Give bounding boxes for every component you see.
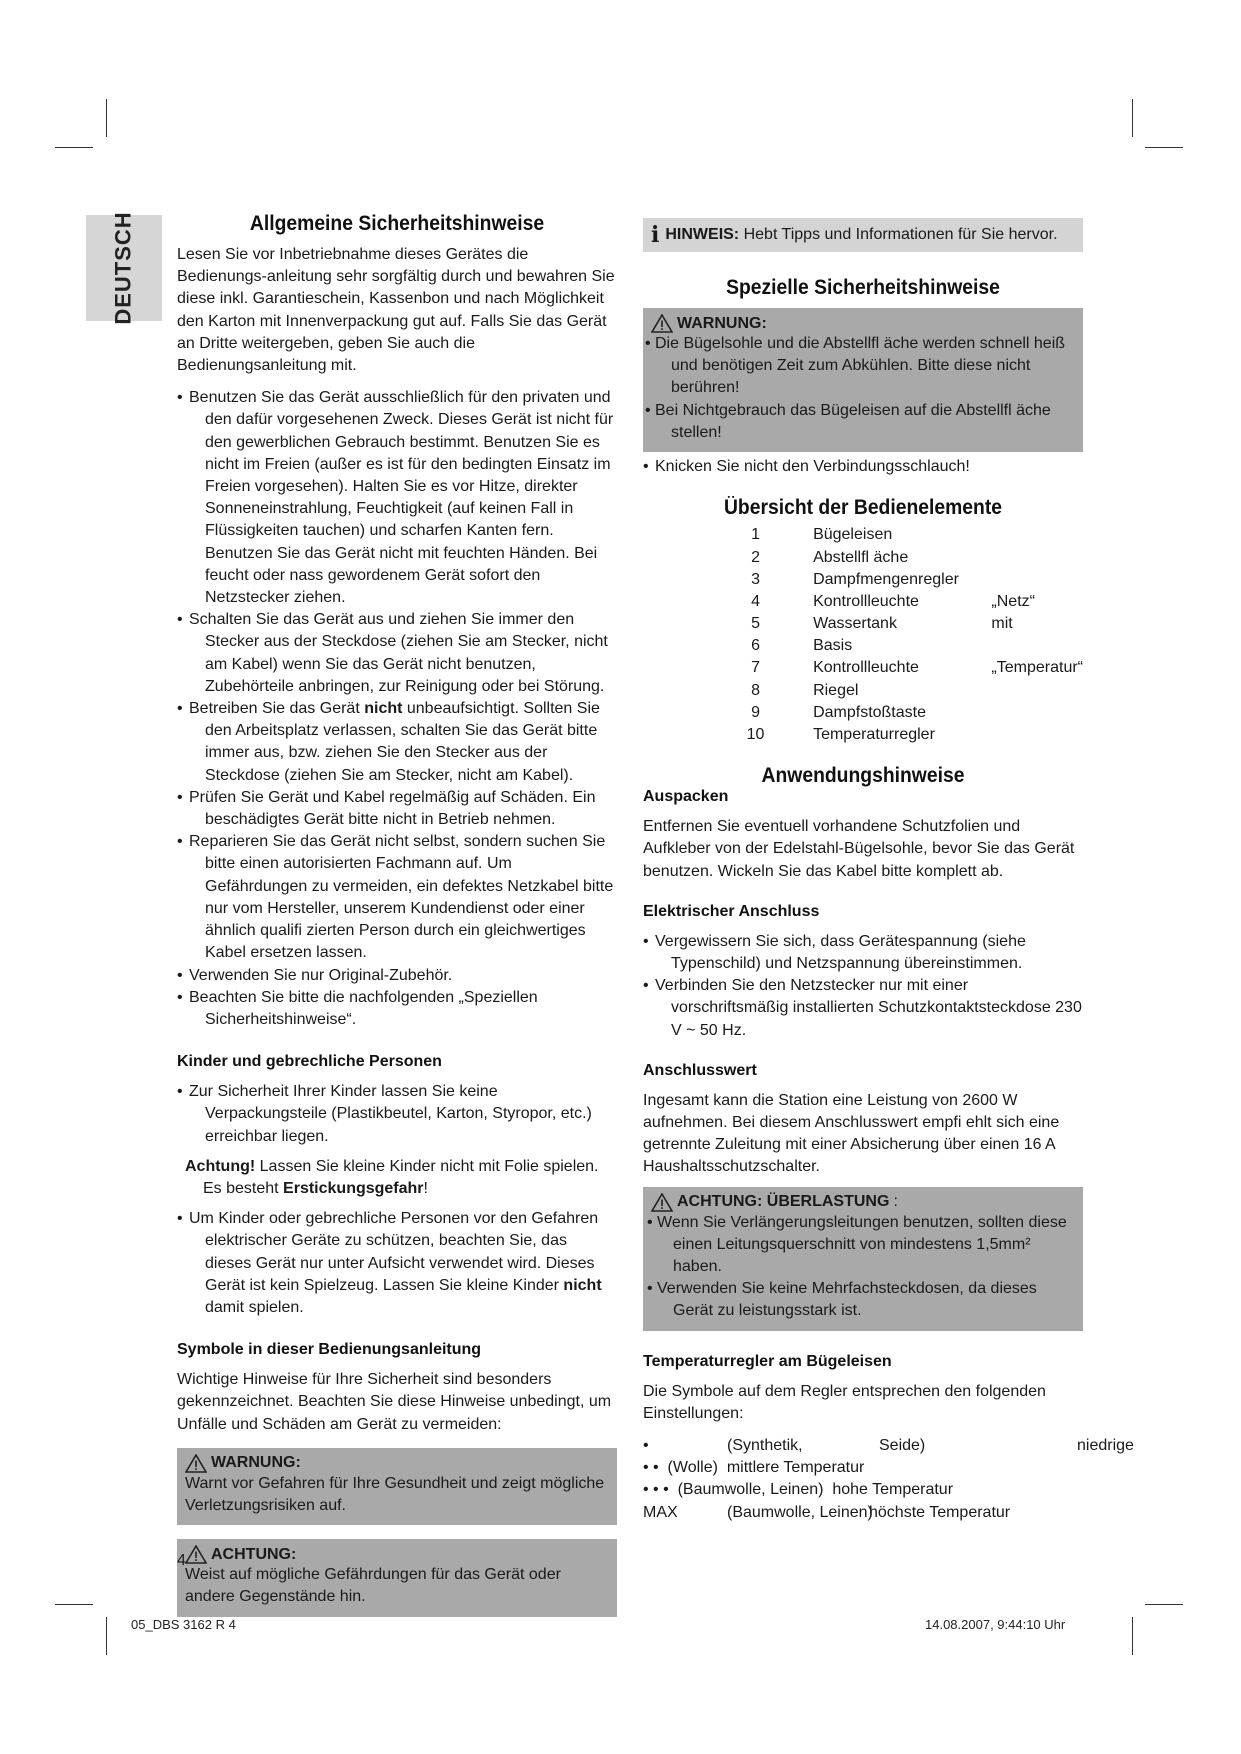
list-item: • Verwenden Sie keine Mehrfachsteckdosen, da dieses Gerät zu leistungsstark ist. bbox=[647, 1278, 1075, 1322]
overview-row bbox=[698, 524, 1083, 546]
symbol-row: • • (Wolle) mittlere Temperatur bbox=[643, 1459, 865, 1477]
left-column bbox=[177, 212, 617, 1617]
list-item: • Benutzen Sie das Gerät ausschließlich für den privaten und den dafür vorgesehenen Zweck. Dieses Gerät ist nicht für den gewerblichen Gebrauch bestimmt. Benutzen Sie es nicht im Freien (außer es ist für den bedingten Einsatz im Freien vorgesehen). Halten Sie es vor Hitze, direkter Sonneneinstrahlung, Feuchtigkeit (auf keinen Fall in Flüssigkeiten tauchen) und scharfen Kanten fern. Benutzen Sie das Gerät nicht mit feuchten Händen. Bei feucht oder nass gewordenem Gerät sofort den Netzstecker ziehen. bbox=[177, 387, 617, 609]
info-icon: i bbox=[651, 222, 660, 248]
footer-file-label: 05_DBS 3162 R 4 bbox=[131, 1617, 236, 1632]
overview-row bbox=[698, 657, 1083, 679]
overview-number: 8 bbox=[751, 681, 760, 699]
section-title-usage: Anwendungshinweise bbox=[761, 764, 965, 788]
overview-extra bbox=[991, 546, 1083, 568]
overview-number: 4 bbox=[751, 592, 760, 610]
overview-label: Temperaturregler bbox=[813, 726, 935, 743]
subheading-symbols: Symbole in dieser Bedienungsanleitung bbox=[177, 1341, 482, 1359]
list-item: • Zur Sicherheit Ihrer Kinder lassen Sie keine Verpackungsteile (Plastikbeutel, Karton, Styropor, etc.) erreichbar liegen. bbox=[177, 1081, 617, 1148]
overview-label: Kontrollleuchte bbox=[813, 592, 919, 610]
children-list bbox=[177, 1081, 617, 1148]
overview-number: 3 bbox=[751, 570, 760, 588]
subheading-unpacking: Auspacken bbox=[643, 788, 729, 806]
warning-box-text: Warnt vor Gefahren für Ihre Gesundheit und zeigt mögliche Verletzungsrisiken auf. bbox=[185, 1474, 605, 1514]
list-item: • Vergewissern Sie sich, dass Gerätespannung (siehe Typenschild) und Netzspannung übereinstimmen. bbox=[643, 931, 1083, 975]
list-item: • Reparieren Sie das Gerät nicht selbst, sondern suchen Sie bitte einen autorisierten Fachmann auf. Um Gefährdungen zu vermeiden, ein defektes Netzkabel bitte nur vom Hersteller, unserem Kundendienst oder einer ähnlich qualifi zierten Person durch ein gleichwertiges Kabel ersetzen lassen. bbox=[177, 831, 617, 964]
caution-box bbox=[177, 1539, 617, 1616]
overview-row bbox=[698, 635, 1083, 657]
special-warning-list bbox=[645, 333, 1075, 444]
symbol-row: MAX (Baumwolle, Leinen) höchste Temperatur bbox=[643, 1503, 1011, 1521]
overview-label: Wassertank bbox=[813, 615, 897, 633]
temperature-paragraph: Die Symbole auf dem Regler entsprechen den folgenden Einstellungen: bbox=[643, 1382, 1046, 1422]
crop-mark bbox=[55, 1604, 93, 1605]
unpacking-paragraph: Entfernen Sie eventuell vorhandene Schutzfolien und Aufkleber von der Edelstahl-Bügelsohle, bevor Sie das Gerät benutzen. Wickeln Sie das Kabel bitte komplett ab. bbox=[643, 818, 1075, 880]
overview-extra bbox=[991, 635, 1083, 657]
overview-label: Bügeleisen bbox=[813, 526, 893, 544]
overview-extra bbox=[991, 702, 1083, 724]
overview-label: Dampfmengenregler bbox=[813, 570, 959, 588]
page-number: 4 bbox=[177, 1552, 186, 1569]
overload-list bbox=[647, 1212, 1075, 1323]
warning-triangle-icon bbox=[185, 1454, 207, 1473]
warning-box-head: WARNUNG: bbox=[185, 1454, 609, 1473]
special-warning-box bbox=[643, 308, 1083, 452]
list-item: • Prüfen Sie Gerät und Kabel regelmäßig auf Schäden. Ein beschädigtes Gerät bitte nicht in Betrieb nehmen. bbox=[177, 787, 617, 831]
warning-triangle-icon bbox=[651, 1193, 673, 1212]
overview-number: 9 bbox=[751, 703, 760, 721]
overview-extra bbox=[991, 680, 1083, 702]
crop-mark bbox=[106, 99, 107, 137]
crop-mark bbox=[1132, 99, 1133, 137]
intro-paragraph: Lesen Sie vor Inbetriebnahme dieses Gerätes die Bedienungs-anleitung sehr sorgfältig durch und bewahren Sie diese inkl. Garantieschein, Kassenbon und nach Möglichkeit den Karton mit Innenverpackung gut auf. Falls Sie das Gerät an Dritte weitergeben, geben Sie auch die Bedienungsanleitung mit. bbox=[177, 246, 615, 375]
controls-overview-table bbox=[698, 524, 1083, 746]
warning-box bbox=[177, 1448, 617, 1525]
overview-extra bbox=[991, 724, 1083, 746]
overload-box bbox=[643, 1187, 1083, 1331]
overview-number: 1 bbox=[751, 526, 760, 544]
overview-extra: mit bbox=[991, 615, 1013, 633]
overview-extra: „Temperatur“ bbox=[991, 659, 1083, 677]
subheading-children: Kinder und gebrechliche Personen bbox=[177, 1053, 442, 1071]
language-tab bbox=[86, 211, 162, 325]
overview-row bbox=[698, 702, 1083, 724]
list-item: • Bei Nichtgebrauch das Bügeleisen auf die Abstellfl äche stellen! bbox=[645, 400, 1075, 444]
hint-box: i HINWEIS: Hebt Tipps und Informationen für Sie hervor. bbox=[643, 218, 1083, 252]
temperature-symbols bbox=[643, 1435, 1134, 1524]
special-warning-head: WARNUNG: bbox=[651, 314, 1075, 333]
crop-mark bbox=[1145, 147, 1183, 148]
overview-row bbox=[698, 680, 1083, 702]
overview-row bbox=[698, 613, 1083, 635]
warning-triangle-icon bbox=[651, 314, 673, 333]
overview-number: 10 bbox=[746, 726, 765, 743]
overview-extra bbox=[991, 569, 1083, 591]
footer-timestamp: 14.08.2007, 9:44:10 Uhr bbox=[925, 1617, 1066, 1632]
power-rating-paragraph: Ingesamt kann die Station eine Leistung von 2600 W aufnehmen. Bei diesem Anschlusswert empfi ehlt sich eine getrennte Zuleitung mit einer Absicherung über einen 16 A Haushaltsschutzschalter. bbox=[643, 1091, 1060, 1176]
warning-triangle-icon bbox=[185, 1545, 207, 1564]
overview-number: 6 bbox=[751, 637, 760, 655]
overview-row bbox=[698, 724, 1083, 746]
list-item: • Die Bügelsohle und die Abstellfl äche werden schnell heiß und benötigen Zeit zum Abkühlen. Bitte diese nicht berühren! bbox=[645, 333, 1075, 400]
language-tab-label: DEUTSCH bbox=[111, 211, 136, 325]
list-item: • Schalten Sie das Gerät aus und ziehen Sie immer den Stecker aus der Steckdose (ziehen Sie am Stecker, nicht am Kabel) wenn Sie das Gerät nicht benutzen, Zubehörteile anbringen, zur Reinigung oder bei Störung. bbox=[177, 609, 617, 698]
list-item: • Betreiben Sie das Gerät nicht unbeaufsichtigt. Sollten Sie den Arbeitsplatz verlassen, schalten Sie das Gerät bitte immer aus, bzw. ziehen Sie den Stecker aus der Steckdose (ziehen Sie am Stecker, nicht am Kabel). bbox=[177, 698, 617, 787]
crop-mark bbox=[1145, 1604, 1183, 1605]
symbols-paragraph: Wichtige Hinweise für Ihre Sicherheit sind besonders gekennzeichnet. Beachten Sie diese Hinweise unbedingt, um Unfälle und Schäden am Gerät zu vermeiden: bbox=[177, 1371, 612, 1433]
overview-row bbox=[698, 591, 1083, 613]
list-item: • Knicken Sie nicht den Verbindungsschlauch! bbox=[643, 456, 1083, 478]
overview-label: Dampfstoßtaste bbox=[813, 703, 926, 721]
right-column bbox=[643, 218, 1134, 1524]
caution-box-head: ACHTUNG: bbox=[185, 1545, 609, 1564]
general-safety-list bbox=[177, 387, 617, 1031]
overview-label: Kontrollleuchte bbox=[813, 659, 919, 677]
crop-mark bbox=[1132, 1617, 1133, 1655]
overview-label: Riegel bbox=[813, 681, 859, 699]
list-item: • Verwenden Sie nur Original-Zubehör. bbox=[177, 965, 617, 987]
list-item: • Um Kinder oder gebrechliche Personen vor den Gefahren elektrischer Geräte zu schützen, beachten Sie, das dieses Gerät nur unter Aufsicht verwendet wird. Dieses Gerät ist kein Spielzeug. Lassen Sie kleine Kinder nicht damit spielen. bbox=[177, 1208, 617, 1319]
hose-list bbox=[643, 456, 1083, 478]
crop-mark bbox=[55, 147, 93, 148]
symbol-row: • (Synthetik, Seide) niedrige bbox=[643, 1436, 1134, 1454]
list-item: • Beachten Sie bitte die nachfolgenden „Speziellen Sicherheitshinweise“. bbox=[177, 987, 617, 1031]
section-title-special-safety: Spezielle Sicherheitshinweise bbox=[726, 276, 1000, 299]
overview-row bbox=[698, 546, 1083, 568]
overview-number: 5 bbox=[751, 615, 760, 633]
subheading-electrical: Elektrischer Anschluss bbox=[643, 902, 820, 920]
subheading-power-rating: Anschlusswert bbox=[643, 1061, 757, 1079]
overview-extra: „Netz“ bbox=[991, 592, 1035, 610]
overview-label: Basis bbox=[813, 637, 853, 655]
children-list-2 bbox=[177, 1208, 617, 1319]
symbol-row: • • • (Baumwolle, Leinen) hohe Temperatur bbox=[643, 1481, 954, 1499]
overview-label: Abstellfl äche bbox=[813, 548, 909, 566]
crop-mark bbox=[106, 1617, 107, 1655]
overload-head: ACHTUNG: ÜBERLASTUNG : bbox=[651, 1193, 1075, 1212]
section-title-general-safety: Allgemeine Sicherheitshinweise bbox=[249, 212, 545, 235]
caution-box-text: Weist auf mögliche Gefährdungen für das Gerät oder andere Gegenstände hin. bbox=[185, 1566, 561, 1606]
overview-extra bbox=[991, 524, 1083, 546]
overview-number: 7 bbox=[751, 659, 760, 677]
list-item: • Wenn Sie Verlängerungsleitungen benutzen, sollten diese einen Leitungsquerschnitt von mindestens 1,5mm² haben. bbox=[647, 1212, 1075, 1279]
overview-row bbox=[698, 569, 1083, 591]
section-title-overview: Übersicht der Bedienelemente bbox=[723, 496, 1003, 520]
subheading-temperature: Temperaturregler am Bügeleisen bbox=[643, 1352, 892, 1370]
list-item: • Verbinden Sie den Netzstecker nur mit einer vorschriftsmäßig installierten Schutzkontaktsteckdose 230 V ~ 50 Hz. bbox=[643, 975, 1083, 1042]
overview-number: 2 bbox=[751, 548, 760, 566]
achtung-note: Achtung! Lassen Sie kleine Kinder nicht mit Folie spielen. Es besteht Erstickungsgefahr! bbox=[185, 1157, 599, 1197]
electrical-list bbox=[643, 931, 1083, 1042]
